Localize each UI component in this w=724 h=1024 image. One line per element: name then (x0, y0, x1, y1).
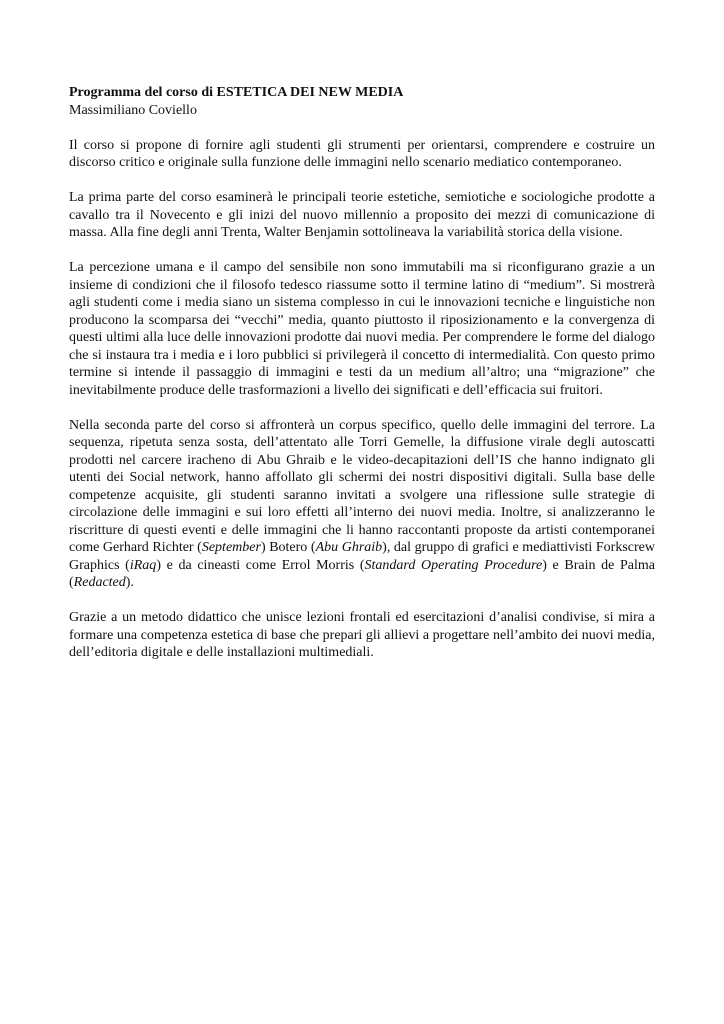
work-title-september: September (201, 540, 261, 555)
paragraph-text: ), dal gruppo di grafici e mediattivisti Forkscrew Graphics ( (69, 540, 655, 573)
paragraph-closing: Grazie a un metodo didattico che unisce lezioni frontali ed esercitazioni d’analisi condivise, si mira a formare una competenza estetica di base che prepari gli allievi a progettare nell’ambito dei nuovi media, dell’editoria digitale e delle installazioni multimediali. (69, 610, 655, 660)
paragraph-text: ) e da cineasti come Errol Morris ( (156, 557, 365, 573)
document-page (69, 84, 655, 679)
document-author: Massimiliano Coviello (69, 102, 197, 118)
work-title-abu-ghraib: Abu Ghraib (315, 540, 383, 555)
paragraph-text: Nella seconda parte del corso si affronterà un corpus specifico, quello delle immagini del terrore. La sequenza, ripetuta senza sosta, dell’attentato alle Torri Gemelle, la diffusione virale degli autoscatti prodotti nel carcere iracheno di Abu Ghraib e le video-decapitazioni dell’IS che hanno indignato gli utenti dei Social network, hanno affollato gli schermi dei nostri dispositivi digitali. Sulla base delle competenze acquisite, gli studenti saranno invitati a svolgere una riflessione sulle strategie di circolazione delle immagini e sui loro effetti all’interno dei nuovi media. Inoltre, si analizzeranno le riscritture di questi eventi e delle immagini che li hanno raccontanti proposte da artisti contemporanei come Gerhard Richter ( (69, 417, 655, 555)
document-title: Programma del corso di ESTETICA DEI NEW MEDIA (69, 85, 404, 100)
paragraph-text: ). (125, 575, 134, 590)
paragraph-text: ) Botero ( (260, 540, 316, 555)
work-title-iraq: iRaq (129, 557, 157, 573)
paragraph-first-part: La prima parte del corso esaminerà le principali teorie estetiche, semiotiche e sociologiche prodotte a cavallo tra il Novecento e gli inizi del nuovo millennio a proposito dei mezzi di comunicazione di massa. Alla fine degli anni Trenta, Walter Benjamin sottolineava la variabilità storica della visione. (69, 190, 655, 240)
paragraph-second-part (69, 417, 655, 592)
paragraph-intro: Il corso si propone di fornire agli studenti gli strumenti per orientarsi, comprendere e costruire un discorso critico e originale sulla funzione delle immagini nello scenario mediatico contemporaneo. (69, 137, 655, 170)
work-title-redacted: Redacted (73, 575, 126, 590)
work-title-standard-operating-procedure: Standard Operating Procedure (364, 557, 543, 573)
paragraph-text: ) e Brain de Palma ( (69, 557, 656, 590)
paragraph-perception: La percezione umana e il campo del sensibile non sono immutabili ma si riconfigurano grazie a un insieme di condizioni che il filosofo tedesco riassume sotto il termine latino di “medium”. Si mostrerà agli studenti come i media siano un sistema complesso in cui le innovazioni tecniche e linguistiche non producono la scomparsa dei “vecchi” media, quanto piuttosto il riposizionamento e la convergenza di questi ultimi alla luce delle innovazioni prodotte dai nuovi media. Per comprendere le forme del dialogo che si instaura tra i media e i loro pubblici si privilegerà il concetto di intermedialità. Con questo primo termine si intende il passaggio di immagini e testi da un medium all’altro; una “migrazione” che inevitabilmente produce delle trasformazioni a livello dei significati e dell’efficacia sui fruitori. (69, 260, 655, 398)
